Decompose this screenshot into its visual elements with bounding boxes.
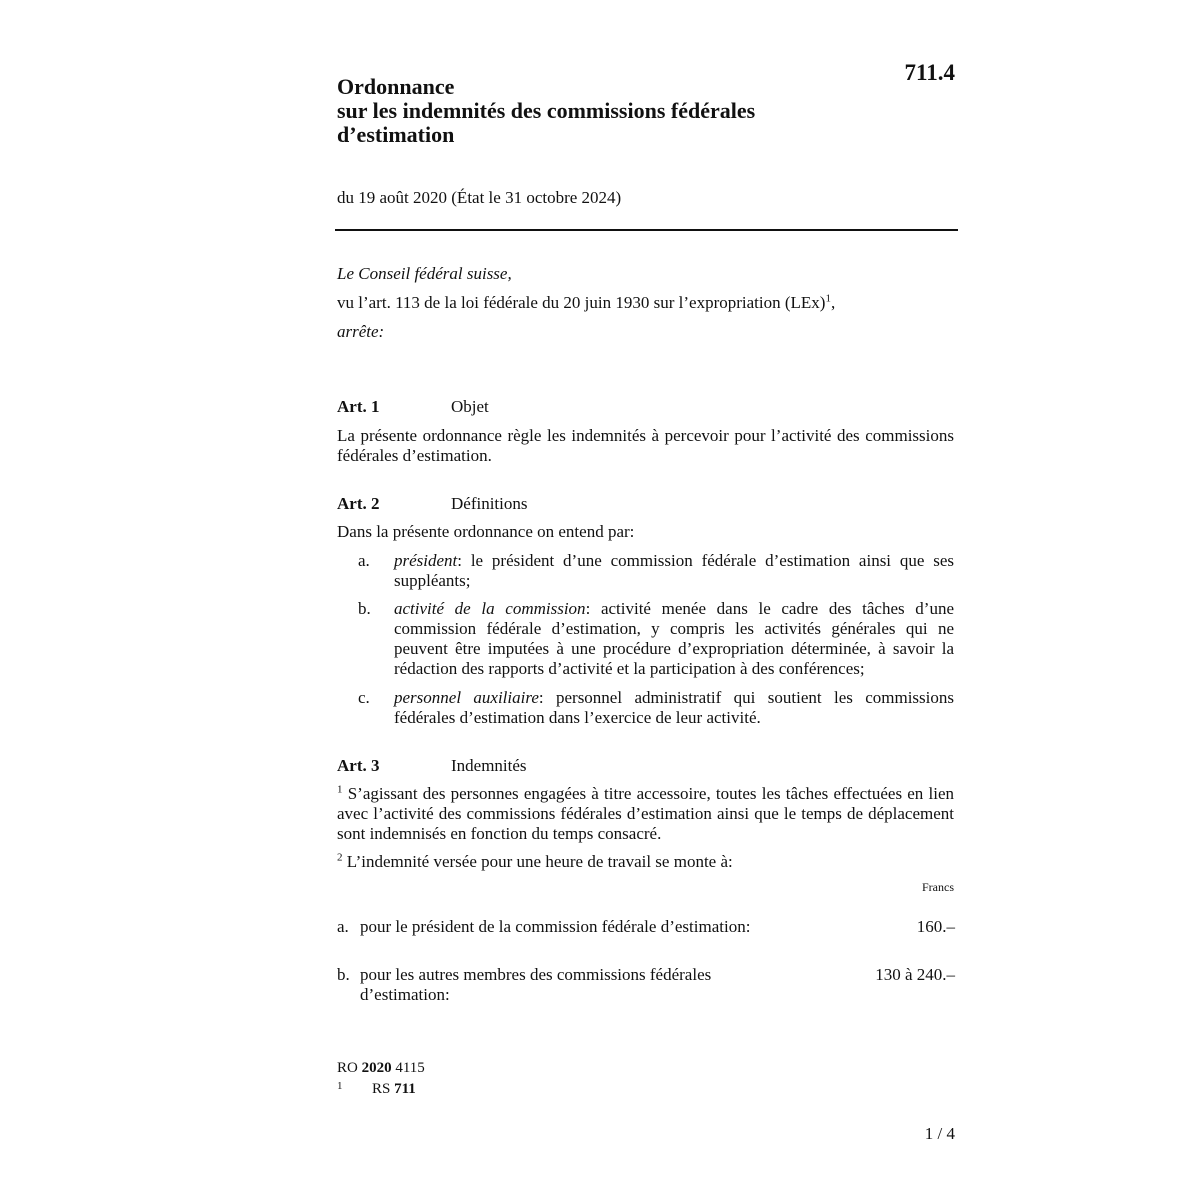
article-title: Définitions	[451, 494, 528, 513]
article-number: Art. 1	[337, 397, 380, 416]
rate-label: a.	[337, 917, 349, 936]
paragraph-number: 2	[337, 851, 343, 864]
preamble	[337, 259, 957, 346]
ro-reference	[337, 1058, 425, 1078]
article-1-text: La présente ordonnance règle les indemnités à percevoir pour l’activité des commissions fédérales d’estimation.	[337, 426, 954, 465]
rate-row	[337, 965, 957, 1005]
preamble-basis-end: ,	[830, 293, 836, 312]
paragraph-number: 1	[337, 783, 343, 796]
article-title: Objet	[451, 397, 489, 416]
currency-header: Francs	[922, 880, 954, 894]
definition-item	[337, 551, 954, 591]
footnote	[337, 1079, 416, 1100]
paragraph-text: L’indemnité versée pour une heure de travail se monte à:	[342, 852, 733, 871]
item-label: c.	[358, 688, 370, 707]
ro-year: 2020	[361, 1060, 392, 1076]
item-definition: : le président d’une commission fédérale d’estimation ainsi que ses suppléants;	[394, 551, 954, 590]
rate-value: 130 à 240.–	[875, 965, 955, 984]
rate-text: pour le président de la commission fédérale d’estimation:	[360, 917, 751, 936]
article-number: Art. 2	[337, 494, 380, 513]
footnote-number: 1	[337, 1080, 343, 1092]
item-text	[394, 688, 954, 728]
item-text	[394, 599, 954, 679]
preamble-authority: Le Conseil fédéral suisse,	[337, 264, 512, 283]
definition-item	[337, 599, 954, 679]
article-3-paragraph-1	[337, 784, 954, 844]
document-title	[337, 75, 897, 147]
footnote-ref-number: 711	[394, 1081, 416, 1097]
ro-page: 4115	[395, 1060, 425, 1076]
rate-text: pour les autres membres des commissions fédérales d’estimation:	[360, 965, 712, 1004]
title-line: sur les indemnités des commissions fédérales	[337, 98, 756, 123]
paragraph-text: S’agissant des personnes engagées à titre accessoire, toutes les tâches effectuées en lien avec l’activité des commissions fédérales d’estimation ainsi que le temps de déplacement sont indemnisés en fonction du temps consacré.	[337, 784, 954, 843]
item-label: a.	[358, 551, 370, 570]
preamble-basis-text: vu l’art. 113 de la loi fédérale du 20 juin 1930 sur l’expropriation (LEx)	[337, 293, 826, 312]
article-number: Art. 3	[337, 756, 380, 775]
document-date: du 19 août 2020 (État le 31 octobre 2024)	[337, 188, 622, 207]
article-2-heading	[337, 494, 957, 514]
page-number: 1 / 4	[924, 1124, 955, 1143]
ro-prefix: RO	[337, 1060, 358, 1076]
header-divider	[335, 229, 958, 231]
item-term: président	[394, 551, 458, 570]
item-term: personnel auxiliaire	[394, 688, 539, 707]
definition-item	[337, 688, 954, 728]
article-2-intro: Dans la présente ordonnance on entend par:	[337, 522, 635, 541]
title-line: Ordonnance	[337, 74, 455, 99]
item-term: activité de la commission	[394, 599, 586, 618]
item-definition: : personnel administratif qui soutient les commissions fédérales d’estimation dans l’exercice de leur activité.	[394, 688, 955, 727]
item-label: b.	[358, 599, 371, 618]
systematic-number: 711.4	[904, 60, 955, 85]
rate-row	[337, 917, 957, 957]
footnote-ref[interactable]: 1	[825, 292, 831, 305]
article-title: Indemnités	[451, 756, 527, 775]
rate-value: 160.–	[916, 917, 955, 936]
article-1-heading	[337, 397, 957, 417]
rate-label: b.	[337, 965, 350, 984]
item-text	[394, 551, 954, 591]
preamble-decree: arrête:	[337, 322, 385, 341]
article-3-paragraph-2	[337, 852, 954, 872]
preamble-basis	[337, 288, 957, 317]
article-3-heading	[337, 756, 957, 776]
item-definition: : activité menée dans le cadre des tâches d’une commission fédérale d’estimation, y compris les activités générales qui ne peuvent être imputées à une procédure d’expropriation déterminée, à savoir la rédaction des rapports d’activité et la participation à des conférences;	[394, 599, 955, 678]
title-line: d’estimation	[337, 122, 455, 147]
footnote-prefix: RS	[372, 1081, 391, 1097]
